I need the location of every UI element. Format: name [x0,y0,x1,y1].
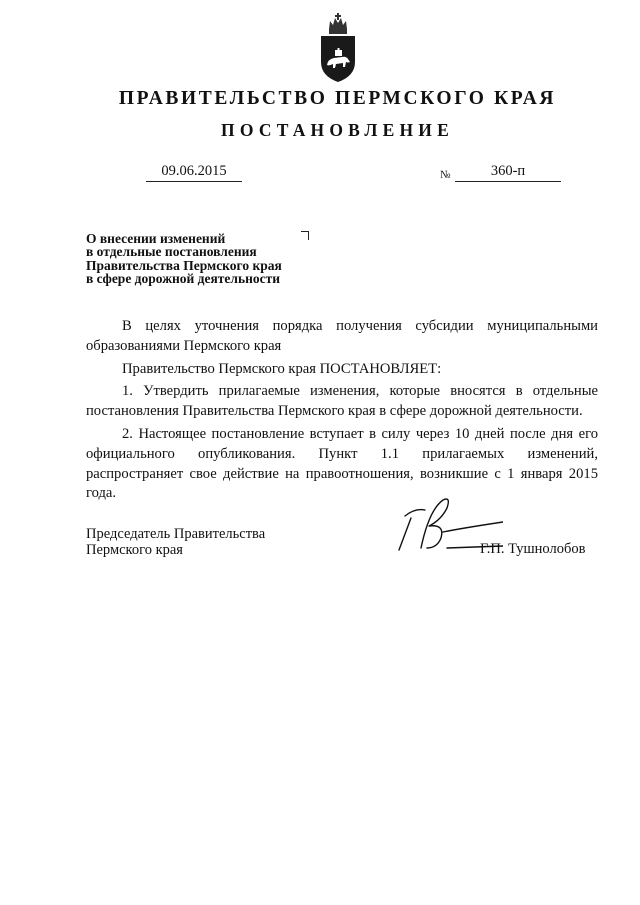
body-paragraph: Правительство Пермского края ПОСТАНОВЛЯЕТ: [122,360,442,377]
signer-position [86,527,265,558]
document-date: 09.06.2015 [146,163,242,182]
coat-of-arms-icon [318,12,358,84]
body-paragraph: В целях уточнения порядка получения субсидии муниципальными образованиями Пермского края [86,318,598,354]
signer-name: Г.П. Тушнолобов [480,541,586,557]
organization-title: ПРАВИТЕЛЬСТВО ПЕРМСКОГО КРАЯ [118,88,557,109]
document-subject [86,232,326,285]
number-sign: № [440,169,451,181]
subject-corner-mark [301,231,309,240]
signer-position-line: Председатель Правительства [86,526,266,542]
body-paragraph: 1. Утвердить прилагаемые изменения, которые вносятся в отдельные постановления Правительства Пермского края в сфере дорожной деятельности. [86,383,598,420]
subject-line: в отдельные постановления [86,244,257,260]
subject-line: в сфере дорожной деятельности [86,270,281,286]
document-type-title: ПОСТАНОВЛЕНИЕ [221,120,454,140]
subject-line: О внесении изменений [86,231,226,246]
signer-position-line: Пермского края [86,541,183,558]
body-paragraph: 2. Настоящее постановление вступает в силу через 10 дней после дня его официального опубликования. Пункт 1.1 прилагаемых изменений, распространяет свое действие на правоотношения, возникшие с 1 января 2015 года. [86,425,598,502]
document-number: 360-п [455,163,561,182]
document-body [86,317,598,507]
subject-line: Правительства Пермского края [86,257,282,273]
